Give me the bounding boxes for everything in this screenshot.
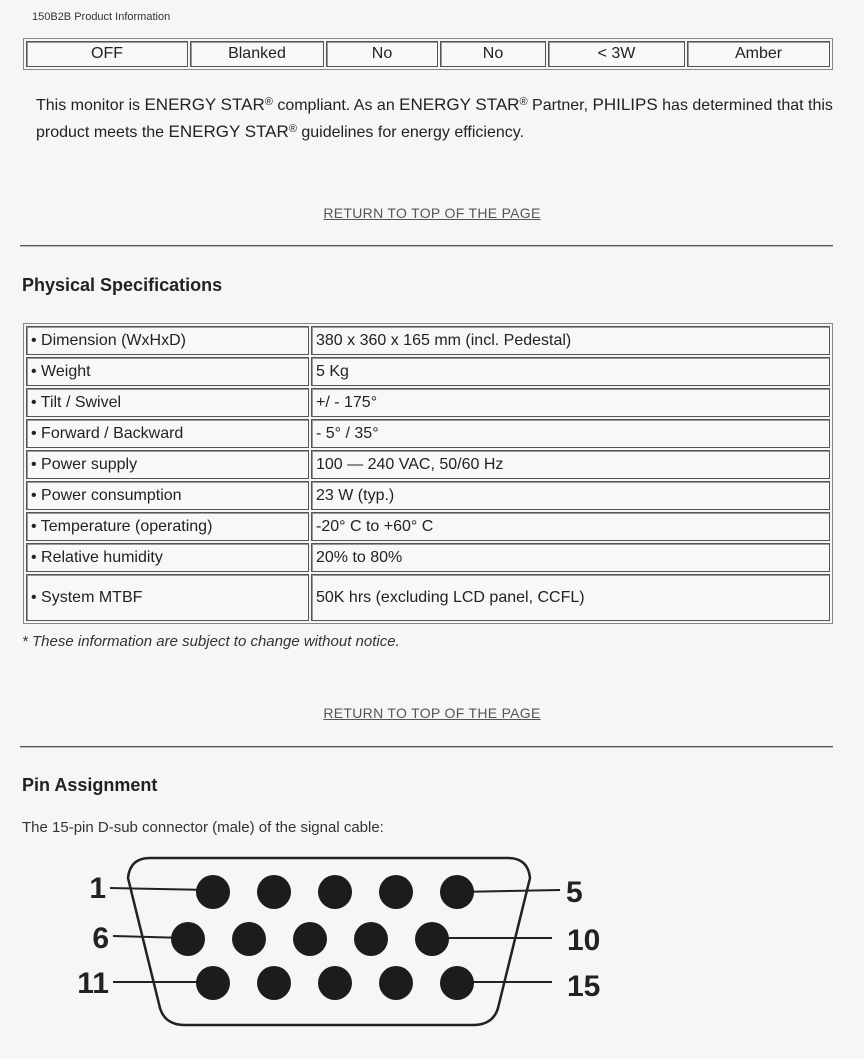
energy-star-mark: ENERGY STAR	[168, 122, 289, 141]
pin	[257, 966, 291, 1000]
page-header-title: 150B2B Product Information	[32, 11, 171, 23]
text: compliant. As an	[272, 97, 400, 114]
text: has determined that this product meets the	[36, 97, 833, 141]
disclaimer-note: * These information are subject to change without notice.	[22, 633, 400, 650]
power-management-table	[23, 38, 833, 70]
pin-assignment-heading: Pin Assignment	[22, 775, 158, 795]
spec-label: • System MTBF	[26, 574, 309, 621]
registered-mark: ®	[519, 96, 528, 108]
table-row	[26, 512, 830, 541]
spec-value: - 5° / 35°	[311, 419, 830, 448]
pin	[196, 966, 230, 1000]
pin-row-middle	[171, 922, 449, 956]
spec-label: • Forward / Backward	[26, 419, 309, 448]
pin-label-5: 5	[566, 876, 583, 909]
divider	[20, 746, 833, 748]
spec-label: • Weight	[26, 357, 309, 386]
text: guidelines for energy efficiency.	[296, 124, 525, 141]
return-to-top-link[interactable]: RETURN TO TOP OF THE PAGE	[323, 705, 541, 721]
spec-value: 5 Kg	[311, 357, 830, 386]
table-row	[26, 481, 830, 510]
pin-label-11: 11	[77, 967, 109, 1000]
table-row	[26, 419, 830, 448]
spec-value: 380 x 360 x 165 mm (incl. Pedestal)	[311, 326, 830, 355]
spec-value: 100 — 240 VAC, 50/60 Hz	[311, 450, 830, 479]
table-cell: OFF	[26, 41, 188, 67]
pin-row-top	[196, 875, 474, 909]
spec-value: +/ - 175°	[311, 388, 830, 417]
energy-star-mark: ENERGY STAR	[399, 95, 520, 114]
physical-specifications-table	[23, 323, 833, 624]
spec-label: • Power supply	[26, 450, 309, 479]
table-cell: Blanked	[190, 41, 324, 67]
dsub-connector-diagram	[60, 850, 620, 1035]
pin	[415, 922, 449, 956]
pin-label-6: 6	[92, 922, 109, 955]
registered-mark: ®	[288, 123, 297, 135]
table-cell: < 3W	[548, 41, 685, 67]
spec-value: 50K hrs (excluding LCD panel, CCFL)	[311, 574, 830, 621]
pin	[293, 922, 327, 956]
spec-label: • Dimension (WxHxD)	[26, 326, 309, 355]
pin	[171, 922, 205, 956]
table-row	[26, 326, 830, 355]
table-cell: Amber	[687, 41, 830, 67]
spec-value: -20° C to +60° C	[311, 512, 830, 541]
table-row	[26, 41, 830, 67]
spec-value: 20% to 80%	[311, 543, 830, 572]
pin	[232, 922, 266, 956]
divider	[20, 245, 833, 247]
text: Partner,	[527, 97, 593, 114]
pin-row-bottom	[196, 966, 474, 1000]
physical-specifications-heading: Physical Specifications	[22, 275, 223, 295]
spec-label: • Power consumption	[26, 481, 309, 510]
text: This monitor is	[36, 97, 145, 114]
pin	[354, 922, 388, 956]
pin	[440, 875, 474, 909]
table-cell: No	[440, 41, 546, 67]
pin	[379, 966, 413, 1000]
spec-value: 23 W (typ.)	[311, 481, 830, 510]
pin	[257, 875, 291, 909]
spec-label: • Relative humidity	[26, 543, 309, 572]
pin-assignment-description: The 15-pin D-sub connector (male) of the signal cable:	[22, 819, 384, 836]
pin	[440, 966, 474, 1000]
pin	[379, 875, 413, 909]
table-row	[26, 574, 830, 621]
energy-star-mark: ENERGY STAR	[144, 95, 265, 114]
pin-label-1: 1	[89, 872, 106, 905]
spec-label: • Tilt / Swivel	[26, 388, 309, 417]
table-row	[26, 357, 830, 386]
table-row	[26, 388, 830, 417]
pin-label-10: 10	[567, 924, 601, 957]
brand-name: PHILIPS	[592, 95, 658, 114]
table-row	[26, 450, 830, 479]
return-to-top-link[interactable]: RETURN TO TOP OF THE PAGE	[323, 205, 541, 221]
pin	[318, 875, 352, 909]
energy-star-statement	[36, 92, 836, 146]
registered-mark: ®	[264, 96, 273, 108]
pin	[196, 875, 230, 909]
pin-label-15: 15	[567, 970, 601, 1003]
table-cell: No	[326, 41, 438, 67]
pin	[318, 966, 352, 1000]
table-row	[26, 543, 830, 572]
spec-label: • Temperature (operating)	[26, 512, 309, 541]
